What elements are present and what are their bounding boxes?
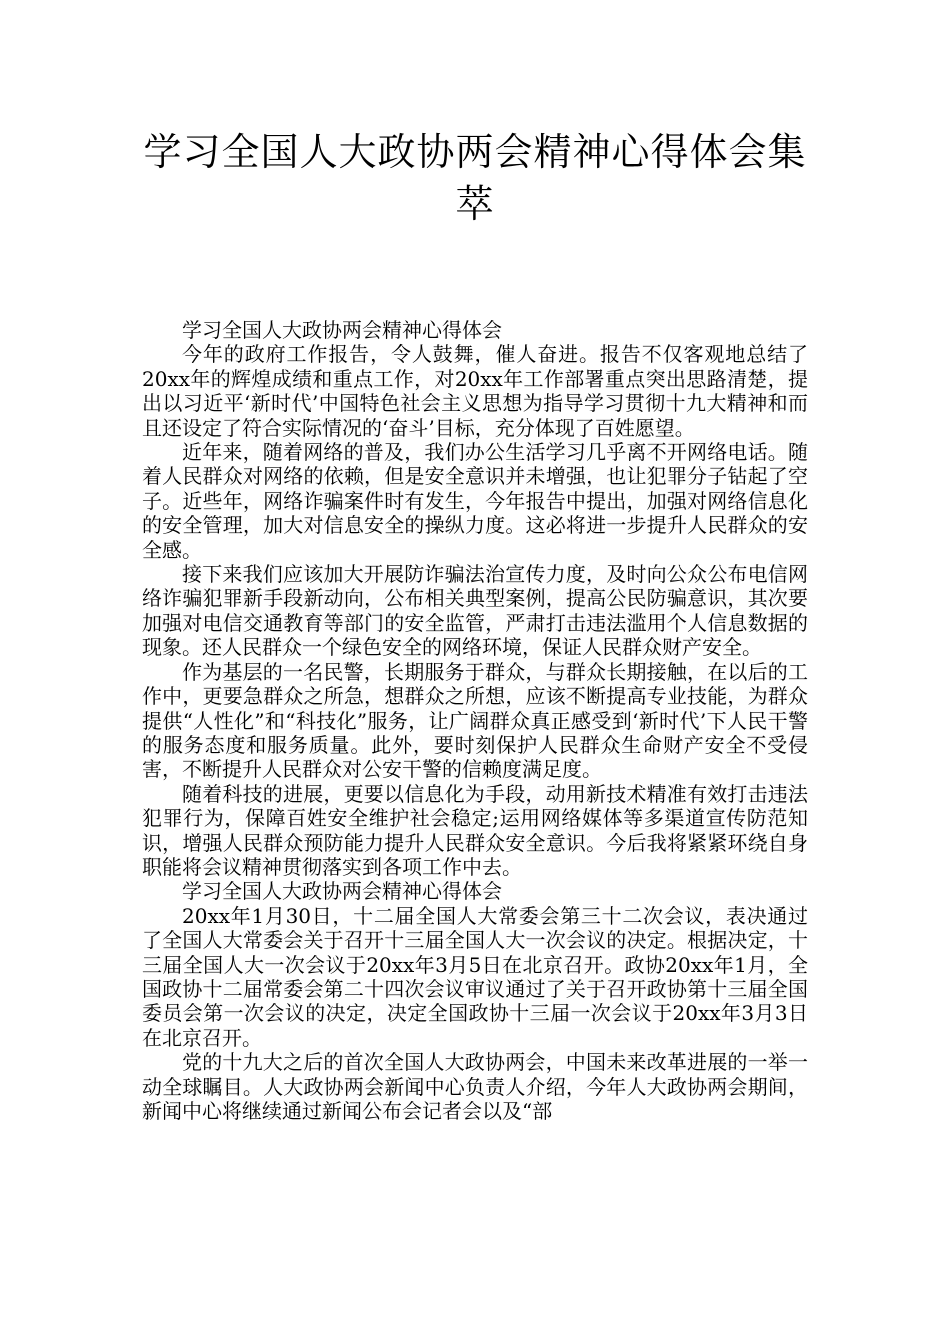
body-paragraph: 近年来，随着网络的普及，我们办公生活学习几乎离不开网络电话。随着人民群众对网络的依赖，但是安全意识并未增强，也让犯罪分子钻起了空子。近些年，网络诈骗案件时有发生，今年报告中提出，加强对网络信息化的安全管理，加大对信息安全的操纵力度。这必将进一步提升人民群众的安全感。: [142, 440, 808, 562]
body-paragraph: 党的十九大之后的首次全国人大政协两会，中国未来改革进展的一举一动全球瞩目。人大政协两会新闻中心负责人介绍，今年人大政协两会期间，新闻中心将继续通过新闻公布会记者会以及“部: [142, 1050, 808, 1123]
document-body: [142, 318, 808, 1123]
body-paragraph: 20xx年1月30日，十二届全国人大常委会第三十二次会议，表决通过了全国人大常委会关于召开十三届全国人大一次会议的决定。根据决定，十三届全国人大一次会议于20xx年3月5日在北京召开。政协20xx年1月，全国政协十二届常委会第二十四次会议审议通过了关于召开政协第十三届全国委员会第一次会议的决定，决定全国政协十三届一次会议于20xx年3月3日在北京召开。: [142, 903, 808, 1050]
body-paragraph: 随着科技的进展，更要以信息化为手段，动用新技术精准有效打击违法犯罪行为，保障百姓安全维护社会稳定;运用网络媒体等多渠道宣传防范知识，增强人民群众预防能力提升人民群众安全意识。今后我将紧紧环绕自身职能将会议精神贯彻落实到各项工作中去。: [142, 781, 808, 879]
body-paragraph: 作为基层的一名民警，长期服务于群众，与群众长期接触，在以后的工作中，更要急群众之所急，想群众之所想，应该不断提高专业技能，为群众提供“人性化”和“科技化”服务，让广阔群众真正感受到‘新时代’下人民干警的服务态度和服务质量。此外，要时刻保护人民群众生命财产安全不受侵害，不断提升人民群众对公安干警的信赖度满足度。: [142, 659, 808, 782]
body-paragraph: 接下来我们应该加大开展防诈骗法治宣传力度，及时向公众公布电信网络诈骗犯罪新手段新动向，公布相关典型案例，提高公民防骗意识，其次要加强对电信交通教育等部门的安全监管，严肃打击违法滥用个人信息数据的现象。还人民群众一个绿色安全的网络环境，保证人民群众财产安全。: [142, 562, 808, 660]
document-title: 学习全国人大政协两会精神心得体会集萃: [143, 130, 807, 226]
body-paragraph: 今年的政府工作报告，令人鼓舞，催人奋进。报告不仅客观地总结了20xx年的辉煌成绩和重点工作，对20xx年工作部署重点突出思路清楚，提出以习近平‘新时代’中国特色社会主义思想为指导学习贯彻十九大精神和而且还设定了符合实际情况的‘奋斗’目标，充分体现了百姓愿望。: [142, 342, 808, 440]
section-heading: 学习全国人大政协两会精神心得体会: [182, 879, 502, 904]
section-heading: 学习全国人大政协两会精神心得体会: [182, 318, 502, 342]
